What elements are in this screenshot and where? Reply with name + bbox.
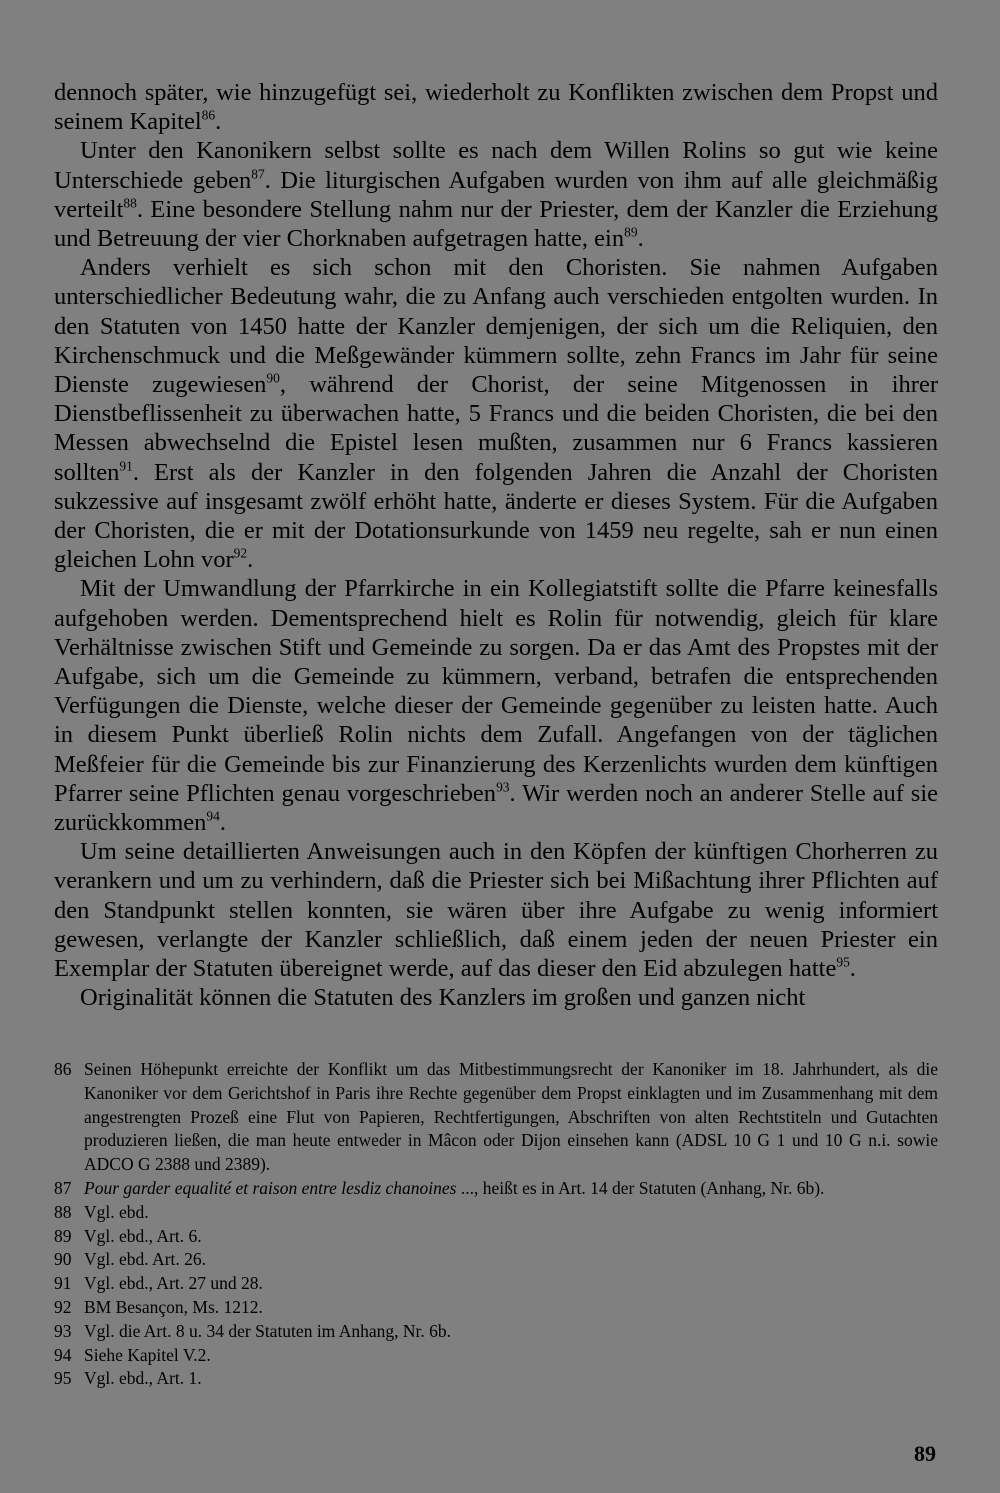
footnote-reference: 89: [624, 224, 638, 240]
footnote-reference: 91: [119, 458, 133, 474]
footnote: [54, 1177, 938, 1201]
footnotes: [54, 1058, 938, 1391]
footnote: [54, 1201, 938, 1225]
footnote-text: [84, 1248, 938, 1272]
paragraph: [54, 837, 938, 983]
text-run: . Erst als der Kanzler in den folgenden Jahren die Anzahl der Choristen sukzessive auf insgesamt zwölf erhöht hatte, änderte er dieses System. Für die Aufgaben der Choristen, die er mit der Dotationsurkunde von 1459 neu regelte, sah er nun einen gleichen Lohn vor: [54, 458, 938, 574]
footnote: [54, 1058, 938, 1177]
text-run: Vgl. ebd., Art. 1.: [84, 1368, 202, 1389]
text-run: Um seine detaillierten Anweisungen auch in den Köpfen der künftigen Chorherren zu verankern und um zu verhindern, daß die Priester sich bei Mißachtung ihrer Pflichten auf den Standpunkt stellen konnten, sie wären über ihre Aufgabe zu wenig informiert gewesen, verlangte der Kanzler schließlich, daß einem jeden der neuen Priester ein Exemplar der Statuten übereignet werde, auf das dieser den Eid abzulegen hatte: [54, 838, 938, 983]
footnote-text: [84, 1225, 938, 1249]
text-run: BM Besançon, Ms. 1212.: [84, 1296, 263, 1317]
text-run: ..., heißt es in Art. 14 der Statuten (Anhang, Nr. 6b).: [456, 1177, 825, 1198]
text-run: Mit der Umwandlung der Pfarrkirche in ein Kollegiatstift sollte die Pfarre keinesfalls aufgehoben werden. Dementsprechend hielt es Rolin für notwendig, gleich für klare Verhältnisse zwischen Stift und Gemeinde zu sorgen. Da er das Amt des Propstes mit der Aufgabe, sich um die Gemeinde zu kümmern, verband, betrafen die entsprechenden Verfügungen die Dienste, welche dieser der Gemeinde gegenüber zu leisten hatte. Auch in diesem Punkt überließ Rolin nichts dem Zufall. Angefangen von der täglichen Meßfeier für die Gemeinde bis zur Finanzierung des Kerzenlichts wurden dem künftigen Pfarrer seine Pflichten genau vorgeschrieben: [54, 575, 938, 807]
text-run: .: [247, 546, 254, 574]
footnote-number: 91: [54, 1273, 72, 1294]
footnote-reference: 88: [123, 195, 137, 211]
footnote-number: 95: [54, 1368, 72, 1389]
footnote-reference: 87: [251, 166, 265, 182]
italic-text: Pour garder equalité et raison entre lesdiz chanoines: [84, 1177, 457, 1198]
footnote-number: 86: [54, 1059, 72, 1079]
footnote-reference: 94: [206, 808, 220, 824]
footnote: [54, 1296, 938, 1320]
text-run: , während der Chorist, der seine Mitgenossen in ihrer Dienstbeflissenheit zu überwachen hatte, 5 Francs und die beiden Choristen, die bei den Messen abwechselnd die Epistel lesen mußten, zusammen nur 6 Francs kassieren sollten: [54, 371, 938, 486]
footnote-number: 88: [54, 1201, 72, 1222]
footnote-number: 93: [54, 1320, 72, 1341]
page-number: 89: [914, 1441, 936, 1466]
footnote-text: [84, 1272, 938, 1296]
footnote-number: 90: [54, 1249, 72, 1270]
footnote-text: [84, 1058, 938, 1177]
paragraph: [54, 574, 938, 837]
text-run: Vgl. ebd., Art. 27 und 28.: [84, 1273, 263, 1294]
text-run: Vgl. ebd.: [84, 1201, 149, 1222]
footnote-number: 94: [54, 1344, 72, 1365]
text-run: .: [849, 955, 856, 983]
footnote: [54, 1225, 938, 1249]
paragraph: [54, 983, 938, 1012]
text-run: Vgl. ebd., Art. 6.: [84, 1225, 202, 1246]
footnote-reference: 90: [266, 370, 280, 386]
paragraph: [54, 253, 938, 574]
main-text: [54, 78, 938, 1013]
text-run: .: [215, 108, 222, 136]
footnote-reference: 93: [496, 779, 510, 795]
footnote-number: 87: [54, 1177, 72, 1198]
text-run: . Eine besondere Stellung nahm nur der Priester, dem der Kanzler die Erziehung und Betreuung der vier Chorknaben aufgetragen hatte, ein: [54, 195, 938, 253]
footnote: [54, 1272, 938, 1296]
footnote-text: [84, 1201, 938, 1225]
text-run: . Wir werden noch an anderer Stelle auf sie zurückkommen: [54, 779, 938, 837]
footnote-text: [84, 1177, 938, 1201]
text-run: .: [637, 225, 644, 253]
footnote: [54, 1248, 938, 1272]
footnote-text: [84, 1296, 938, 1320]
footnote-reference: 86: [201, 107, 216, 123]
paragraph: [54, 136, 938, 253]
text-run: Vgl. die Art. 8 u. 34 der Statuten im Anhang, Nr. 6b.: [84, 1320, 451, 1341]
text-run: Siehe Kapitel V.2.: [84, 1344, 211, 1365]
footnote: [54, 1344, 938, 1368]
footnote: [54, 1320, 938, 1344]
text-run: .: [219, 809, 226, 837]
text-run: Anders verhielt es sich schon mit den Choristen. Sie nahmen Aufgaben unterschiedlicher Bedeutung wahr, die zu Anfang auch verschieden entgolten wurden. In den Statuten von 1450 hatte der Kanzler demjenigen, der sich um die Reliquien, den Kirchenschmuck und die Meßgewänder kümmern sollte, zehn Francs im Jahr für seine Dienste zugewiesen: [54, 254, 938, 399]
footnote-text: [84, 1344, 938, 1368]
text-run: Originalität können die Statuten des Kanzlers im großen und ganzen nicht: [80, 984, 806, 1012]
footnote-number: 89: [54, 1225, 72, 1246]
text-run: Unter den Kanonikern selbst sollte es nach dem Willen Rolins so gut wie keine Unterschiede geben: [54, 137, 938, 194]
footnote-number: 92: [54, 1296, 72, 1317]
footnote-reference: 92: [233, 545, 248, 561]
footnote: [54, 1367, 938, 1391]
footnote-text: [84, 1367, 938, 1391]
text-run: Vgl. ebd. Art. 26.: [84, 1249, 207, 1270]
text-run: . Die liturgischen Aufgaben wurden von ihm auf alle gleichmäßig verteilt: [54, 166, 938, 223]
text-run: dennoch später, wie hinzugefügt sei, wiederholt zu Konflikten zwischen dem Propst und seinem Kapitel: [54, 79, 938, 136]
footnote-text: [84, 1320, 938, 1344]
text-run: Seinen Höhepunkt erreichte der Konflikt um das Mitbestimmungsrecht der Kanoniker im 18. Jahrhundert, als die Kanoniker vor dem Gerichtshof in Paris ihre Rechte gegenüber dem Propst einklagten und im Zusammenhang mit dem angestrengten Prozeß eine Flut von Papieren, Rechtfertigungen, Abschriften von alten Rechtstiteln und Gutachten produzieren ließen, die man heute entweder in Mâcon oder Dijon einsehen kann (ADSL 10 G 1 und 10 G n.i. sowie ADCO G 2388 und 2389).: [84, 1059, 938, 1175]
paragraph: [54, 78, 938, 136]
footnote-reference: 95: [836, 954, 850, 970]
